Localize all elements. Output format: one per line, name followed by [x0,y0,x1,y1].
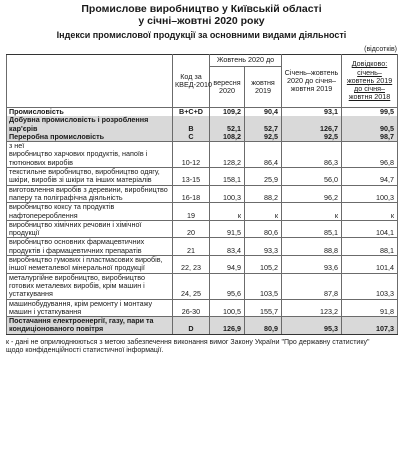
header-oct-2019: жовтня 2019 [245,67,282,108]
cell-name: металургійне виробництво, виробництво готових металевих виробів, крім машин і устаткування [7,273,173,299]
cell-sep: 95,6 [210,273,245,299]
table-row [7,220,398,238]
cell-sep: 83,4 [210,238,245,256]
unit-label: (відсотків) [364,46,397,53]
header-name-cell [7,55,173,108]
cell-jan-oct: к [282,203,342,221]
cell-ref: 107,3 [342,317,398,335]
cell-ref: к [342,203,398,221]
cell-sep: 108,2 [210,133,245,142]
cell-ref: 99,5 [342,108,398,117]
cell-jan-oct: 96,2 [282,185,342,203]
cell-ref: 103,3 [342,273,398,299]
cell-ref: 96,8 [342,150,398,167]
cell-sep: 126,9 [210,317,245,335]
cell-ref: 90,5 [342,116,398,133]
cell-sep: 128,2 [210,150,245,167]
cell-oct: 105,2 [245,256,282,274]
cell-jan-oct [282,142,342,151]
cell-ref: 88,1 [342,238,398,256]
header-row-1 [7,55,398,67]
header-sep-2020: вересня 2020 [210,67,245,108]
cell-code: C [173,133,210,142]
cell-oct [245,142,282,151]
cell-name: виробництво хімічних речовин і хімічної продукції [7,220,173,238]
cell-oct: 90,4 [245,108,282,117]
footnote [6,339,397,356]
cell-jan-oct: 95,3 [282,317,342,335]
cell-jan-oct: 123,2 [282,299,342,317]
cell-name: виробництво харчових продуктів, напоїв і тютюнових виробів [7,150,173,167]
cell-ref [342,142,398,151]
cell-name: Промисловість [7,108,173,117]
cell-ref: 101,4 [342,256,398,274]
cell-ref: 104,1 [342,220,398,238]
cell-oct: 52,7 [245,116,282,133]
table-row [7,238,398,256]
table-row [7,168,398,186]
cell-jan-oct: 93,6 [282,256,342,274]
cell-sep: 158,1 [210,168,245,186]
cell-oct: 155,7 [245,299,282,317]
cell-oct: 86,4 [245,150,282,167]
cell-ref: 91,8 [342,299,398,317]
cell-name: виготовлення виробів з деревини, виробництво паперу та поліграфічна діяльність [7,185,173,203]
cell-oct: 25,9 [245,168,282,186]
table-row [7,256,398,274]
cell-ref: 94,7 [342,168,398,186]
cell-jan-oct: 85,1 [282,220,342,238]
cell-sep: к [210,203,245,221]
cell-code: 24, 25 [173,273,210,299]
cell-oct: 93,3 [245,238,282,256]
table-row [7,150,398,167]
cell-name: Постачання електроенергії, газу, пари та кондиціонованого повітря [7,317,173,335]
cell-jan-oct: 88,8 [282,238,342,256]
cell-code [173,142,210,151]
cell-code: 13-15 [173,168,210,186]
cell-name: машинобудування, крім ремонту і монтажу машин і устаткування [7,299,173,317]
footnote-line-1: к - дані не оприлюднюються з метою забезпечення виконання вимог Закону України "Про державну статистику" [6,338,370,346]
table-row [7,133,398,142]
table-row [7,273,398,299]
header-code: Код за КВЕД-2010 [173,55,210,108]
cell-jan-oct: 92,5 [282,133,342,142]
title-line-2: у січні–жовтні 2020 року [138,15,265,27]
cell-oct: 92,5 [245,133,282,142]
table-row [7,185,398,203]
cell-ref: 100,3 [342,185,398,203]
table-row [7,203,398,221]
cell-code: 10-12 [173,150,210,167]
cell-code: 20 [173,220,210,238]
cell-code: 22, 23 [173,256,210,274]
table-subtitle: Індекси промислової продукції за основними видами діяльності [56,30,347,40]
cell-code: 26-30 [173,299,210,317]
cell-jan-oct: 93,1 [282,108,342,117]
cell-oct: 103,5 [245,273,282,299]
cell-code: 21 [173,238,210,256]
cell-jan-oct: 56,0 [282,168,342,186]
cell-sep: 109,2 [210,108,245,117]
cell-name: Добувна промисловість і розроблення кар'єрів [7,116,173,133]
cell-name: виробництво гумових і пластмасових виробів, іншої неметалевої мінеральної продукції [7,256,173,274]
cell-name: текстильне виробництво, виробництво одягу, шкіри, виробів зі шкіри та інших матеріалів [7,168,173,186]
cell-sep [210,142,245,151]
cell-sep: 100,3 [210,185,245,203]
cell-code: 16-18 [173,185,210,203]
cell-oct: к [245,203,282,221]
cell-ref: 98,7 [342,133,398,142]
header-reference [342,55,398,108]
title-line-1: Промислове виробництво у Київській області [81,3,322,15]
cell-name: з неї [7,142,173,151]
cell-sep: 100,5 [210,299,245,317]
cell-name: Переробна промисловість [7,133,173,142]
footnote-line-2: щодо конфіденційності статистичної інформації. [6,347,164,355]
industrial-index-table [6,54,398,335]
cell-code: D [173,317,210,335]
cell-oct: 80,9 [245,317,282,335]
cell-code: B [173,116,210,133]
cell-code: B+C+D [173,108,210,117]
header-reference-text: Довідково: січень–жовтень 2019 до січня–жовтня 2018 [346,59,393,102]
header-october-group: Жовтень 2020 до [210,55,282,67]
cell-sep: 91,5 [210,220,245,238]
cell-oct: 80,6 [245,220,282,238]
table-body [7,108,398,335]
cell-oct: 88,2 [245,185,282,203]
table-row [7,299,398,317]
cell-jan-oct: 86,3 [282,150,342,167]
cell-name: виробництво основних фармацевтичних продуктів і фармацевтичних препаратів [7,238,173,256]
cell-sep: 52,1 [210,116,245,133]
cell-code: 19 [173,203,210,221]
header-jan-oct: Січень–жовтень 2020 до січня–жовтня 2019 [282,55,342,108]
table-row [7,317,398,335]
document-page [0,3,403,453]
cell-name: виробництво коксу та продуктів нафтоперероблення [7,203,173,221]
cell-sep: 94,9 [210,256,245,274]
cell-jan-oct: 126,7 [282,116,342,133]
cell-jan-oct: 87,8 [282,273,342,299]
document-title [0,3,403,27]
table-row [7,116,398,133]
